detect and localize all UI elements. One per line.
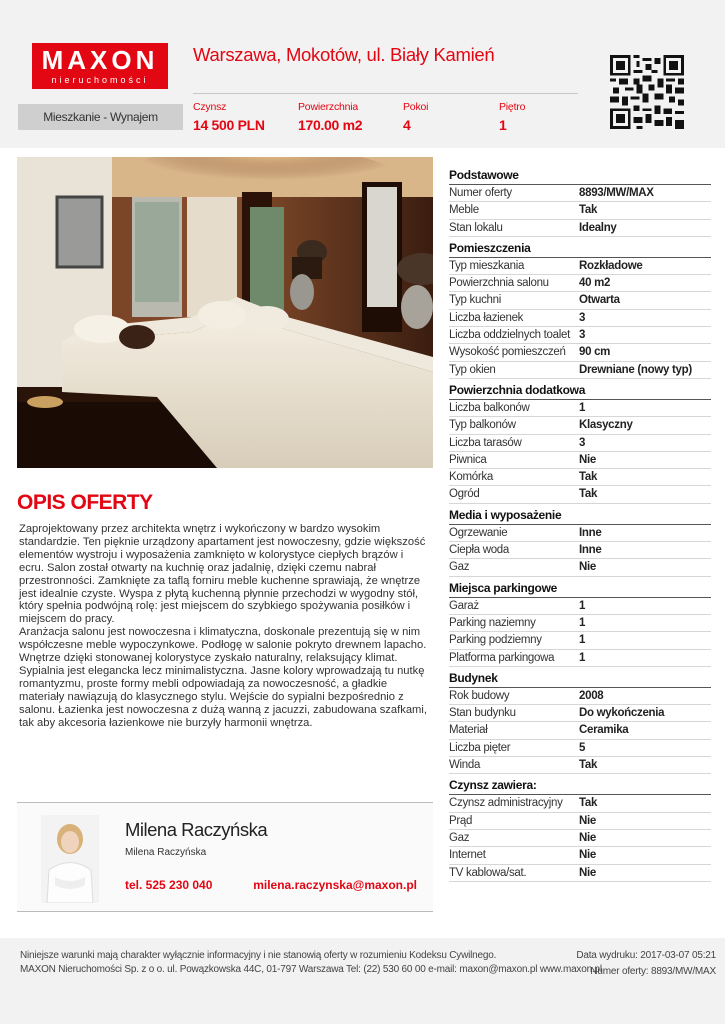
detail-value: 8893/MW/MAX: [579, 187, 654, 199]
detail-value: Tak: [579, 471, 598, 484]
page-title: Warszawa, Mokotów, ul. Biały Kamień: [193, 44, 495, 65]
detail-value: Tak: [579, 797, 598, 810]
detail-value: Nie: [579, 831, 596, 844]
section-budynek: [449, 671, 711, 774]
stat-value: 170.00 m2: [298, 117, 363, 133]
agent-avatar: [41, 815, 99, 903]
detail-value: 1: [579, 634, 586, 647]
detail-row: [449, 292, 711, 309]
stat-area: [298, 101, 362, 133]
detail-row: [449, 559, 711, 576]
section-media: [449, 508, 711, 577]
detail-value: Otwarta: [579, 294, 620, 307]
detail-key: Typ kuchni: [449, 294, 501, 307]
maxon-logo[interactable]: [32, 43, 168, 89]
detail-value: Tak: [579, 759, 598, 772]
detail-value: Nie: [579, 849, 596, 862]
agent-email-link[interactable]: milena.raczynska@maxon.pl: [253, 878, 417, 892]
detail-key: Wysokość pomieszczeń: [449, 346, 566, 359]
detail-key: Gaz: [449, 831, 470, 844]
section-pomieszczenia: [449, 241, 711, 379]
detail-key: Meble: [449, 204, 479, 217]
detail-row: [449, 830, 711, 847]
detail-value: 3: [579, 311, 586, 324]
detail-row: [449, 740, 711, 757]
detail-row: [449, 452, 711, 469]
detail-value: 40 m2: [579, 277, 611, 290]
agent-phone-link[interactable]: tel. 525 230 040: [125, 878, 213, 892]
detail-value: 2008: [579, 689, 604, 702]
detail-key: Powierzchnia salonu: [449, 277, 549, 290]
detail-row: [449, 185, 711, 202]
detail-key: Typ balkonów: [449, 419, 516, 432]
detail-value: 3: [579, 329, 586, 342]
detail-value: 3: [579, 436, 586, 449]
detail-value: Inne: [579, 526, 602, 539]
detail-row: [449, 865, 711, 882]
detail-key: Stan budynku: [449, 707, 516, 720]
section-title: Media i wyposażenie: [449, 508, 711, 525]
stat-label: Piętro: [499, 101, 526, 113]
footer: [0, 938, 725, 1024]
title-divider: [193, 93, 578, 94]
property-details: [449, 168, 711, 886]
detail-value: 90 cm: [579, 346, 611, 359]
stat-label: Czynsz: [193, 101, 227, 113]
stat-label: Pokoi: [403, 101, 429, 113]
detail-row: [449, 400, 711, 417]
detail-row: [449, 344, 711, 361]
detail-key: Rok budowy: [449, 689, 510, 702]
detail-value: 1: [579, 616, 586, 629]
detail-row: [449, 525, 711, 542]
agent-card: [17, 802, 433, 912]
stat-floor: [499, 101, 525, 133]
detail-key: Piwnica: [449, 453, 487, 466]
detail-key: Ciepła woda: [449, 544, 509, 557]
section-title: Czynsz zawiera:: [449, 778, 711, 795]
detail-key: Numer oferty: [449, 187, 512, 199]
detail-key: Typ okien: [449, 363, 496, 376]
offer-type-badge: Mieszkanie - Wynajem: [18, 104, 183, 130]
detail-row: [449, 327, 711, 344]
detail-row: [449, 258, 711, 275]
footer-offer-number: Numer oferty: 8893/MW/MAX: [590, 966, 716, 977]
property-photo[interactable]: [17, 157, 433, 468]
description-paragraph: Aranżacja salonu jest nowoczesna i klimatyczna, doskonale prezentują się w nim współczesne meble wypoczynkowe. Podłogę w salonie pokryto drewnem lapacho. Wnętrze dzięki stonowanej kolorystyce zyskało naturalny, relaksujący klimat. Sypialnia jest elegancka lecz minimalistyczna. Jasne kolory wprowadzają tu nutkę romantyzmu, proste formy mebli odpowiadają za nowoczesność, a gładkie materiały nawiązują do klasycznego stylu. Wejście do sypialni bezpośrednio z salonu. Łazienka jest nowoczesna z dużą wanną z jacuzzi, zabudowana szafkami, tak aby akcesoria łazienkowe nie burzyły harmonii wnętrza.: [19, 626, 427, 729]
detail-key: Typ mieszkania: [449, 259, 525, 272]
section-title: Powierzchnia dodatkowa: [449, 383, 711, 400]
detail-row: [449, 705, 711, 722]
detail-value: Drewniane (nowy typ): [579, 363, 692, 376]
detail-value: Nie: [579, 453, 596, 466]
detail-row: [449, 615, 711, 632]
stat-rent: [193, 101, 265, 133]
detail-value: 1: [579, 651, 586, 664]
detail-key: Komórka: [449, 471, 493, 484]
offer-description: [19, 523, 429, 730]
detail-key: Liczba oddzielnych toalet: [449, 329, 570, 342]
detail-row: [449, 469, 711, 486]
detail-value: 5: [579, 741, 586, 754]
offer-description-heading: OPIS OFERTY: [17, 491, 153, 514]
detail-value: Klasyczny: [579, 419, 633, 432]
detail-row: [449, 688, 711, 705]
detail-row: [449, 598, 711, 615]
detail-key: Stan lokalu: [449, 221, 503, 234]
detail-key: Winda: [449, 759, 481, 772]
detail-key: Parking naziemny: [449, 616, 536, 629]
detail-value: Tak: [579, 204, 598, 217]
detail-key: Gaz: [449, 561, 470, 574]
detail-value: Ceramika: [579, 724, 629, 737]
agent-portrait-image: [41, 815, 99, 903]
section-powierzchnia-dodatkowa: [449, 383, 711, 504]
stat-value: 1: [499, 117, 507, 133]
detail-value: Rozkładowe: [579, 259, 643, 272]
logo-main-text: MAXON: [41, 45, 159, 75]
detail-row: [449, 310, 711, 327]
section-title: Podstawowe: [449, 168, 711, 185]
detail-key: Liczba tarasów: [449, 436, 522, 449]
detail-value: Nie: [579, 561, 596, 574]
description-paragraph: Zaprojektowany przez architekta wnętrz i wykończony w bardzo wysokim standardzie. Ten pięknie urządzony apartament jest nowoczesny, gdzie większość elementów wystroju i wyposażenia zamknięto w kolorystyce ciepłych brązów i ecru. Salon został otwarty na kuchnię oraz jadalnię, dzięki czemu nabrał przestronności. Zamknięte za taflą forniru meble kuchenne sprawiają, że wnętrze jest idealnie czyste. Wyspa z płytą kuchenną płynnie przechodzi w wygodny stół, który spełnia podwójną rolę: jest miejscem do szybkiego spożywania posiłków i miejscem do pracy.: [19, 523, 426, 626]
detail-value: 1: [579, 401, 586, 414]
detail-key: Liczba pięter: [449, 741, 511, 754]
section-czynsz-zawiera: [449, 778, 711, 881]
section-parking: [449, 581, 711, 667]
stat-rooms: [403, 101, 428, 133]
detail-value: Nie: [579, 814, 596, 827]
detail-key: Ogród: [449, 488, 480, 501]
detail-key: Czynsz administracyjny: [449, 797, 563, 810]
footer-print-date: Data wydruku: 2017-03-07 05:21: [576, 950, 716, 961]
detail-row: [449, 650, 711, 667]
detail-row: [449, 632, 711, 649]
detail-row: [449, 795, 711, 812]
detail-row: [449, 486, 711, 503]
stat-value: 4: [403, 117, 411, 133]
detail-value: Tak: [579, 488, 598, 501]
detail-value: Do wykończenia: [579, 707, 665, 720]
detail-value: Idealny: [579, 221, 617, 234]
detail-key: Platforma parkingowa: [449, 651, 555, 664]
detail-key: Liczba balkonów: [449, 401, 530, 414]
detail-key: Materiał: [449, 724, 488, 737]
detail-key: Parking podziemny: [449, 634, 542, 647]
qr-code-icon[interactable]: [610, 55, 684, 129]
detail-row: [449, 202, 711, 219]
detail-row: [449, 220, 711, 237]
section-title: Pomieszczenia: [449, 241, 711, 258]
stat-value: 14 500 PLN: [193, 117, 265, 133]
section-title: Budynek: [449, 671, 711, 688]
detail-row: [449, 417, 711, 434]
detail-row: [449, 542, 711, 559]
stat-label: Powierzchnia: [298, 101, 359, 113]
agent-subtitle: Milena Raczyńska: [125, 847, 207, 858]
detail-key: TV kablowa/sat.: [449, 866, 527, 879]
logo-sub-text: nieruchomości: [51, 75, 149, 85]
section-title: Miejsca parkingowe: [449, 581, 711, 598]
detail-row: [449, 757, 711, 774]
agent-name: Milena Raczyńska: [125, 819, 268, 840]
detail-value: Nie: [579, 866, 596, 879]
detail-value: 1: [579, 599, 586, 612]
detail-row: [449, 847, 711, 864]
detail-key: Ogrzewanie: [449, 526, 508, 539]
detail-row: [449, 435, 711, 452]
detail-key: Prąd: [449, 814, 473, 827]
detail-row: [449, 362, 711, 379]
detail-row: [449, 722, 711, 739]
section-podstawowe: [449, 168, 711, 237]
detail-key: Garaż: [449, 599, 479, 612]
detail-row: [449, 813, 711, 830]
header: [0, 0, 725, 148]
detail-row: [449, 275, 711, 292]
footer-company: MAXON Nieruchomości Sp. z o o. ul. Powązkowska 44C, 01-797 Warszawa Tel: (22) 530 60 00 e-mail: maxon@maxon.pl www.maxon.pl: [20, 964, 602, 975]
footer-disclaimer: Niniejsze warunki mają charakter wyłącznie informacyjny i nie stanowią oferty w rozumieniu Kodeksu Cywilnego.: [20, 950, 497, 961]
detail-value: Inne: [579, 544, 602, 557]
detail-key: Internet: [449, 849, 486, 862]
detail-key: Liczba łazienek: [449, 311, 524, 324]
living-room-image: [17, 157, 433, 468]
